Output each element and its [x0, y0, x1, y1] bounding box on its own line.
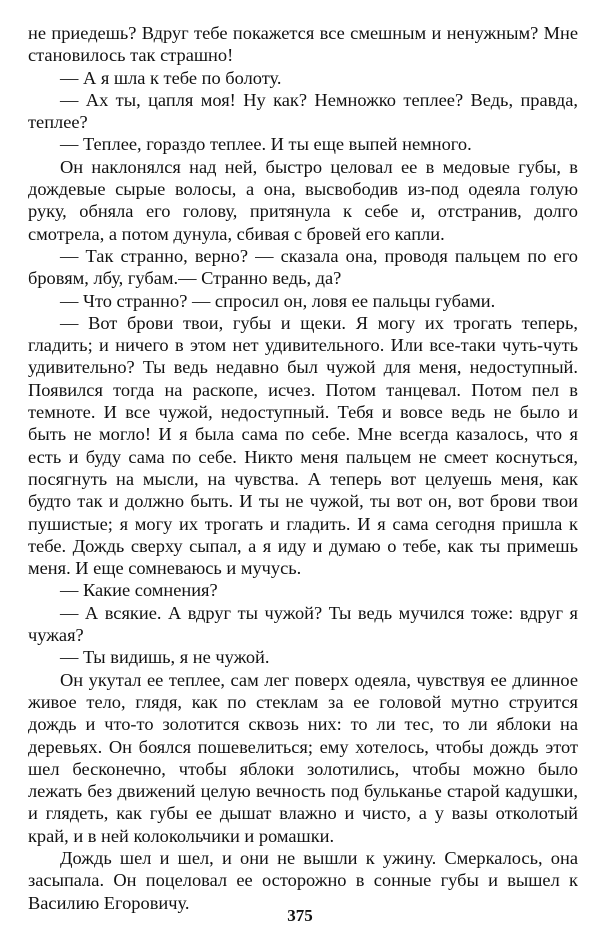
paragraph-continuation: не приедешь? Вдруг тебе покажется все смешным и ненужным? Мне становилось так страшно!: [28, 23, 578, 66]
dialogue-line: — Вот брови твои, губы и щеки. Я могу их трогать теперь, гладить; и ничего в этом нет удивительного. Или все-таки чуть-чуть удивительно? Ты ведь недавно был чужой для меня, недоступный. Появился тогда на раскопе, исчез. Потом танцевал. Потом пел в темноте. И все чужой, недоступный. Тебя и вовсе ведь не было и быть не могло! И я была сама по себе. Мне всегда казалось, что я есть и буду сама по себе. Никто меня пальцем не смеет коснуться, посягнуть на мысли, на чувства. А теперь вот целуешь меня, как будто так и должно быть. И ты не чужой, ты вот он, вот брови твои пушистые; я могу их трогать и гладить. И я сама сегодня пришла к тебе. Дождь сверху сыпал, а я иду и думаю о тебе, как ты примешь меня. И еще сомневаюсь и мучусь.: [28, 312, 578, 579]
page-body: [28, 22, 578, 914]
dialogue-line: — Теплее, гораздо теплее. И ты еще выпей немного.: [60, 134, 472, 155]
dialogue-line: — Так странно, верно? — сказала она, проводя пальцем по его бровям, лбу, губам.— Странно ведь, да?: [28, 245, 578, 289]
narrative-paragraph: Он наклонялся над ней, быстро целовал ее в медовые губы, в дождевые сырые волосы, а она, высвободив из-под одеяла голую руку, обняла его голову, притянула к себе и, отстранив, долго смотрела, а потом дунула, сбивая с бровей его капли.: [28, 156, 578, 244]
dialogue-line: — Ах ты, цапля моя! Ну как? Немножко теплее? Ведь, правда, теплее?: [28, 89, 578, 133]
narrative-paragraph: Дождь шел и шел, и они не вышли к ужину. Смеркалось, она засыпала. Он поцеловал ее осторожно в сонные губы и вышел к Василию Егоровичу.: [28, 847, 578, 913]
dialogue-line: — Что странно? — спросил он, ловя ее пальцы губами.: [60, 290, 496, 311]
dialogue-line: — А я шла к тебе по болоту.: [60, 67, 282, 88]
page-number: 375: [287, 906, 313, 925]
narrative-paragraph: Он укутал ее теплее, сам лег поверх одеяла, чувствуя ее длинное живое тело, глядя, как по стеклам за ее головой мутно струится дождь и что-то золотится сквозь них: то ли тес, то ли яблоки на деревьях. Он боялся пошевелиться; ему хотелось, чтобы дождь этот шел бесконечно, чтобы яблоки золотились, чтобы можно было лежать без движений целую вечность под бульканье старой кадушки, и глядеть, как губы ее дышат влажно и чисто, а у вазы отколотый край, и в ней колокольчики и ромашки.: [28, 669, 578, 846]
dialogue-line: — Ты видишь, я не чужой.: [60, 647, 270, 668]
dialogue-line: — Какие сомнения?: [60, 580, 218, 601]
dialogue-line: — А всякие. А вдруг ты чужой? Ты ведь мучился тоже: вдруг я чужая?: [28, 602, 578, 646]
